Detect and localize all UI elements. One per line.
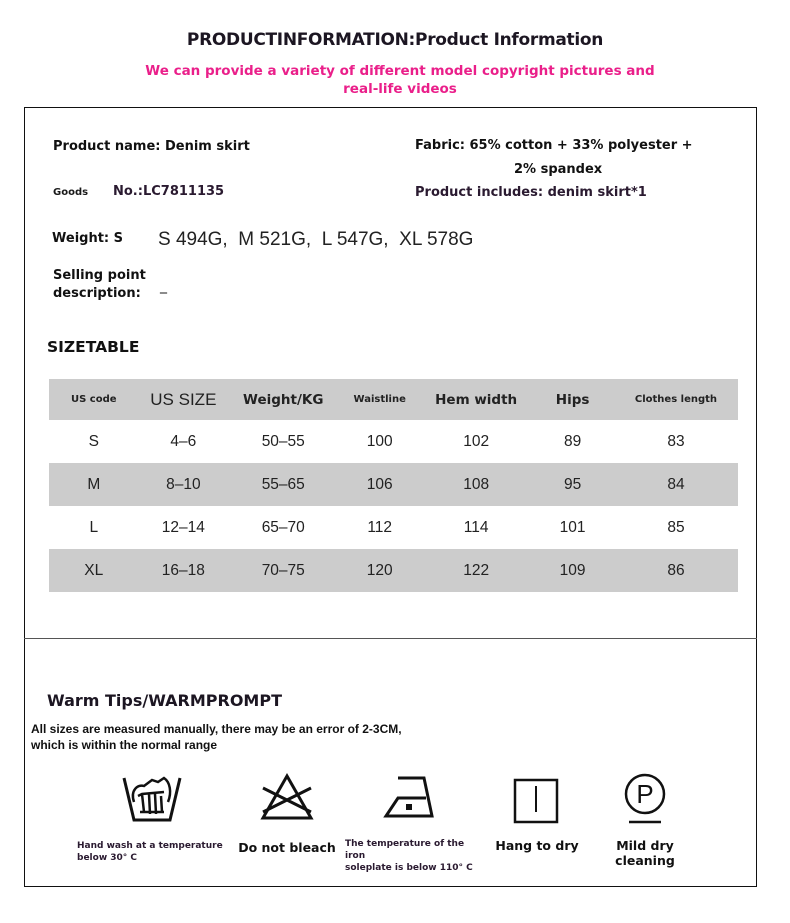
cell-clothes-length: 85 bbox=[667, 518, 685, 536]
care-no-bleach bbox=[237, 772, 337, 855]
selling-point-value: _ bbox=[160, 278, 167, 294]
warm-tips-line-1: All sizes are measured manually, there may be an error of 2-3CM, bbox=[31, 722, 402, 736]
table-row bbox=[49, 549, 738, 592]
header-weight: Weight/KG bbox=[243, 391, 324, 408]
dry-clean-caption: Mild dry cleaning bbox=[615, 838, 675, 868]
hand-wash-caption bbox=[77, 840, 227, 864]
cell-us-size: 4–6 bbox=[170, 432, 197, 450]
cell-hem-width: 108 bbox=[463, 475, 490, 493]
warm-tips-text bbox=[31, 721, 402, 753]
header-hips: Hips bbox=[555, 391, 590, 408]
hand-wash-icon bbox=[120, 772, 184, 826]
product-name: Product name: Denim skirt bbox=[53, 139, 250, 154]
fabric-line-1: Fabric: 65% cotton + 33% polyester + bbox=[415, 138, 693, 153]
selling-point-label-line-1: Selling point bbox=[53, 268, 146, 283]
cell-weight: 70–75 bbox=[261, 561, 305, 579]
subtitle bbox=[120, 62, 680, 98]
cell-hem-width: 114 bbox=[463, 518, 489, 536]
dry-clean-p-icon bbox=[619, 772, 671, 828]
no-bleach-caption: Do not bleach bbox=[238, 840, 336, 855]
cell-weight: 55–65 bbox=[261, 475, 305, 493]
care-hand-wash bbox=[77, 772, 227, 864]
care-iron bbox=[345, 772, 475, 874]
size-table bbox=[49, 379, 738, 592]
hang-dry-icon bbox=[511, 772, 563, 824]
cell-hips: 95 bbox=[563, 475, 582, 493]
cell-us-size: 16–18 bbox=[161, 561, 205, 579]
cell-waistline: 112 bbox=[367, 518, 393, 536]
hand-wash-caption-line-2: below 30° C bbox=[77, 853, 138, 863]
weight-label: Weight: S bbox=[52, 231, 124, 246]
cell-us-code: S bbox=[88, 432, 99, 450]
table-row bbox=[49, 506, 738, 549]
cell-hem-width: 102 bbox=[463, 432, 490, 450]
fabric-line-2: 2% spandex bbox=[514, 162, 603, 177]
cell-hips: 101 bbox=[559, 518, 586, 536]
cell-clothes-length: 83 bbox=[667, 432, 685, 450]
no-bleach-icon bbox=[259, 772, 315, 824]
page-title: PRODUCTINFORMATION:Product Information bbox=[186, 30, 604, 50]
weight-values: S 494G, M 521G, L 547G, XL 578G bbox=[158, 229, 474, 250]
goods-number: No.:LC7811135 bbox=[113, 184, 225, 199]
iron-low-icon bbox=[382, 772, 438, 824]
cell-clothes-length: 84 bbox=[667, 475, 685, 493]
size-table-header bbox=[49, 379, 738, 420]
size-table-title: SIZETABLE bbox=[47, 338, 140, 356]
product-includes: Product includes: denim skirt*1 bbox=[415, 185, 647, 200]
goods-label: Goods bbox=[53, 187, 89, 198]
hand-wash-caption-line-1: Hand wash at a temperature bbox=[77, 841, 223, 851]
selling-point-label bbox=[53, 267, 146, 303]
iron-caption bbox=[345, 838, 475, 874]
header-clothes-length: Clothes length bbox=[634, 394, 718, 405]
cell-hips: 89 bbox=[563, 432, 582, 450]
cell-us-code: XL bbox=[84, 561, 104, 579]
cell-us-size: 8–10 bbox=[166, 475, 201, 493]
hang-dry-caption: Hang to dry bbox=[495, 838, 579, 853]
selling-point-label-line-2: description: bbox=[53, 286, 141, 301]
subtitle-line-2: real-life videos bbox=[343, 81, 457, 97]
cell-waistline: 100 bbox=[366, 432, 393, 450]
warm-tips-line-2: which is within the normal range bbox=[31, 738, 218, 752]
cell-clothes-length: 86 bbox=[667, 561, 685, 579]
cell-us-code: L bbox=[89, 518, 99, 536]
care-dry-clean bbox=[585, 772, 705, 868]
cell-waistline: 106 bbox=[366, 475, 393, 493]
cell-us-code: M bbox=[87, 475, 101, 493]
table-row bbox=[49, 420, 738, 463]
section-divider bbox=[24, 638, 757, 639]
warm-tips-title: Warm Tips/WARMPROMPT bbox=[47, 691, 282, 710]
header-hem-width: Hem width bbox=[435, 391, 518, 408]
table-row bbox=[49, 463, 738, 506]
iron-caption-line-1: The temperature of the iron bbox=[345, 839, 465, 861]
cell-us-size: 12–14 bbox=[161, 518, 205, 536]
cell-hips: 109 bbox=[559, 561, 586, 579]
care-hang-dry bbox=[487, 772, 587, 853]
header-us-size: US SIZE bbox=[150, 389, 217, 409]
cell-weight: 65–70 bbox=[261, 518, 305, 536]
dry-clean-symbol: P bbox=[636, 779, 654, 809]
iron-caption-line-2: soleplate is below 110° C bbox=[345, 863, 473, 873]
cell-hem-width: 122 bbox=[463, 561, 490, 579]
header-us-code: US code bbox=[71, 394, 117, 405]
header-waistline: Waistline bbox=[353, 394, 406, 405]
subtitle-line-1: We can provide a variety of different model copyright pictures and bbox=[145, 63, 655, 79]
cell-waistline: 120 bbox=[366, 561, 393, 579]
cell-weight: 50–55 bbox=[261, 432, 305, 450]
